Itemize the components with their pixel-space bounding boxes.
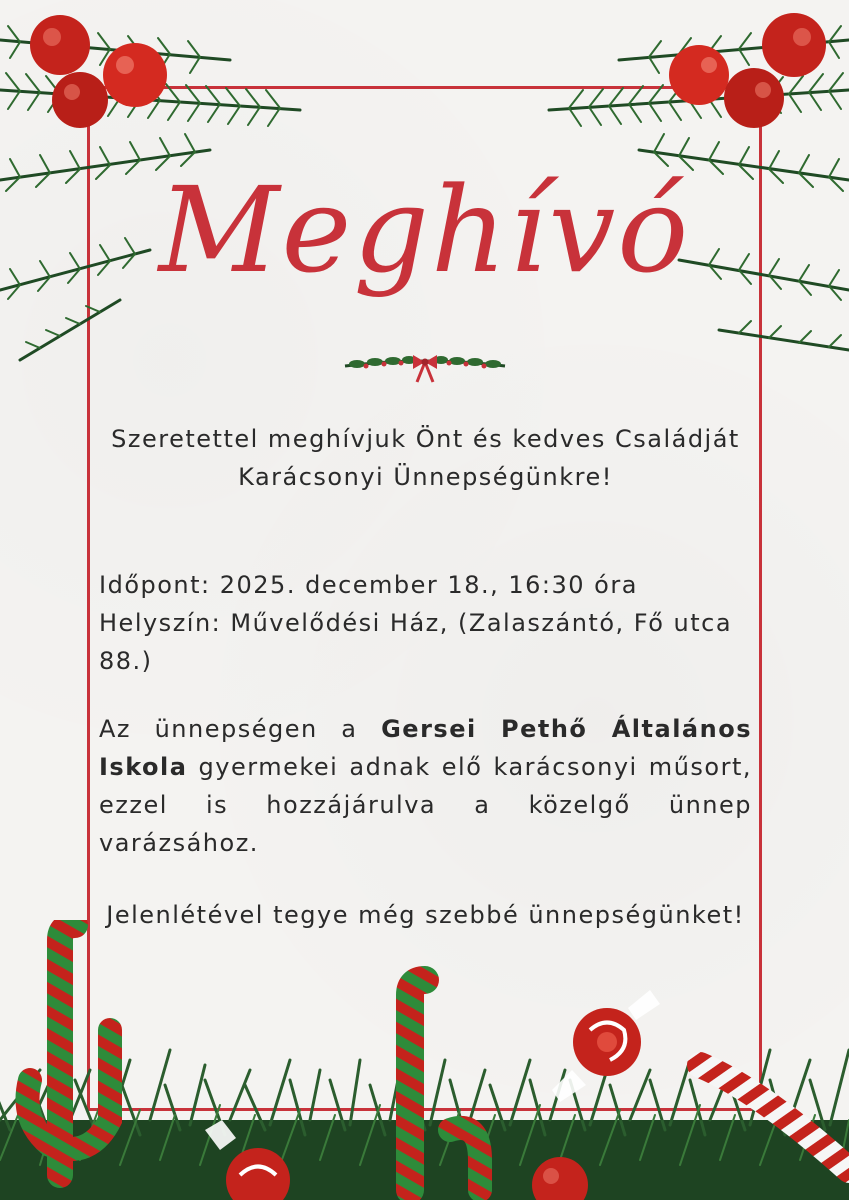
pine-garland-candy-canes-icon [0,920,849,1200]
closing-text: Jelenlétével tegye még szebbé ünnepségünket! [106,901,745,929]
intro-text [99,420,752,496]
program-text: gyermekei adnak elő karácsonyi műsort, ezzel is hozzájárulva a közelgő ünnep varázsához. [99,753,752,857]
program-paragraph [99,710,752,862]
program-text: Az ünnepségen a [99,715,382,743]
intro-line: Szeretettel meghívjuk Önt és kedves Családját [111,425,740,453]
event-time: Időpont: 2025. december 18., 16:30 óra [99,571,638,599]
school-name: Gersei Pethő Általános Iskola [99,715,752,781]
intro-line: Karácsonyi Ünnepségünkre! [238,463,613,491]
holly-bow-garland-icon [343,352,507,386]
invitation-title: Meghívó [158,161,691,299]
event-details [99,566,752,680]
event-place: Helyszín: Művelődési Ház, (Zalaszántó, Fő utca 88.) [99,609,733,675]
